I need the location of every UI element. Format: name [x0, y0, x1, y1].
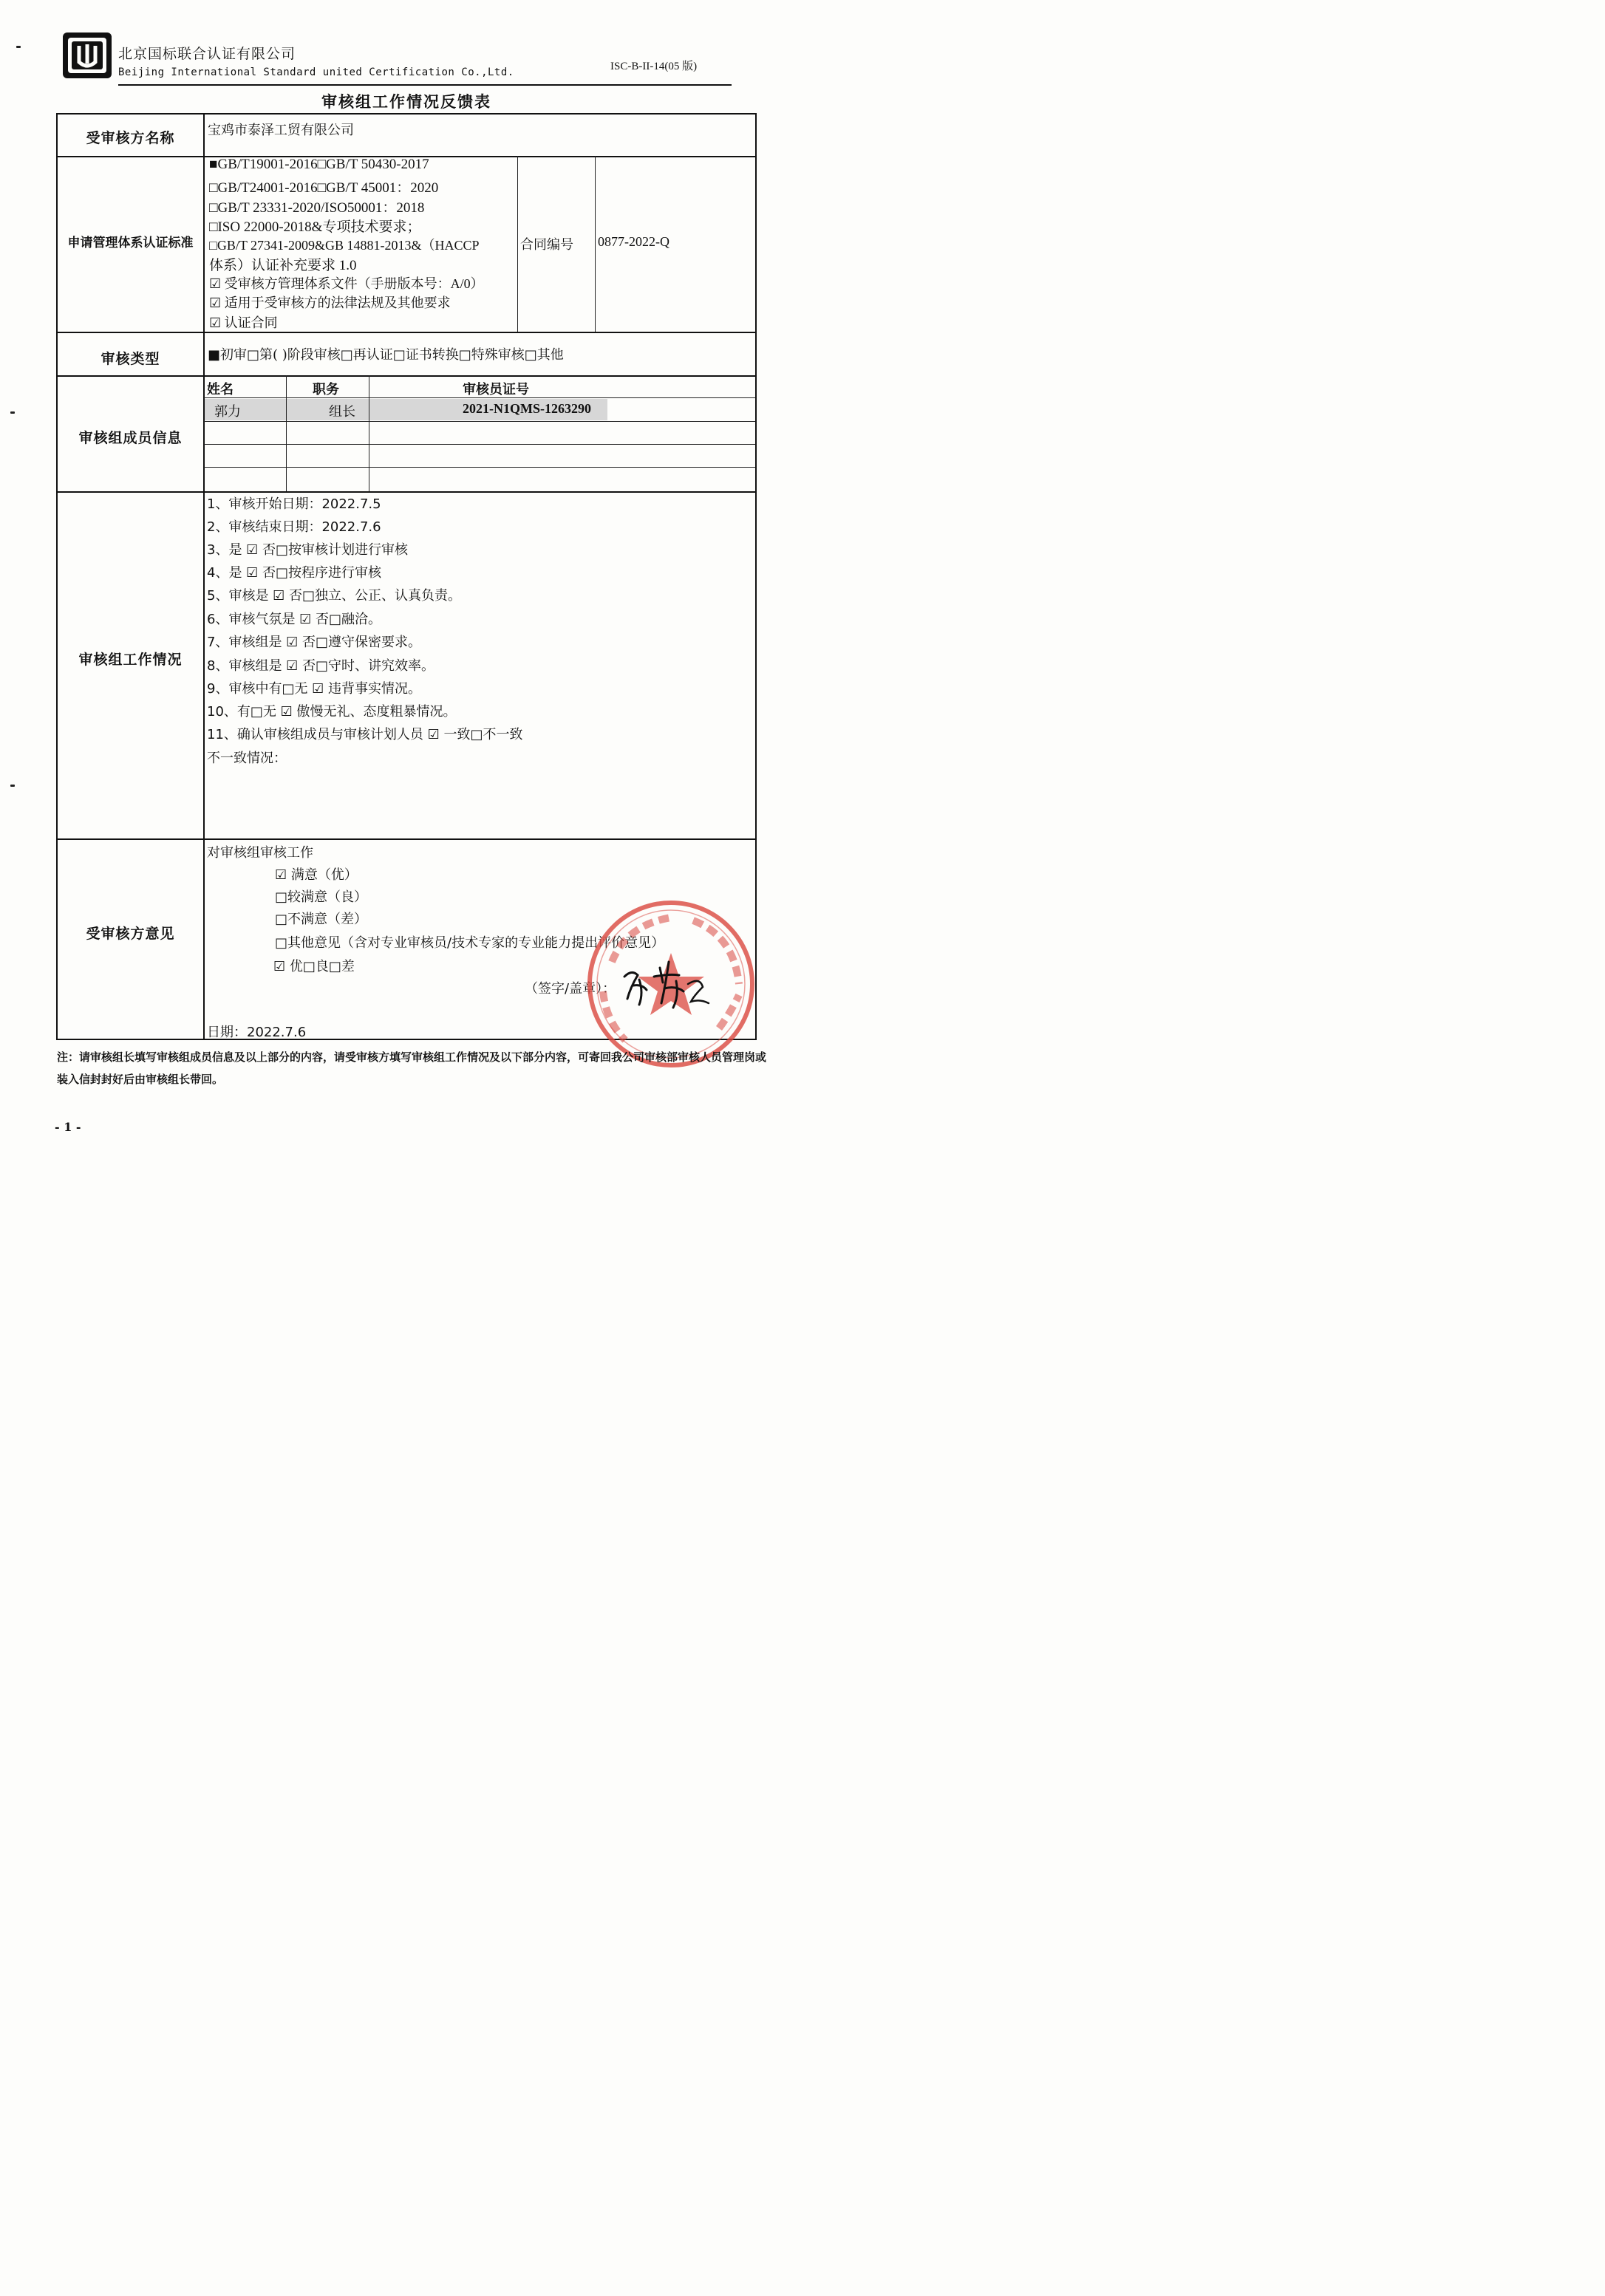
work-situation-label: 审核组工作情况 [78, 652, 183, 668]
standard-line: □GB/T24001-2016□GB/T 45001：2020 [209, 180, 439, 196]
work-item: 8、审核组是 ☑ 否□守时、讲究效率。 [207, 658, 435, 674]
contract-number-value: 0877-2022-Q [598, 234, 669, 249]
row-divider [56, 838, 757, 840]
work-item: 10、有□无 ☑ 傲慢无礼、态度粗暴情况。 [207, 704, 457, 720]
opinion-intro: 对审核组审核工作 [207, 845, 313, 861]
standard-line: ☑ 适用于受审核方的法律法规及其他要求 [209, 295, 451, 310]
cell-highlight [287, 399, 369, 420]
col-header-name: 姓名 [207, 382, 234, 397]
work-item: 11、确认审核组成员与审核计划人员 ☑ 一致□不一致 [207, 727, 523, 742]
work-item: 7、审核组是 ☑ 否□遵守保密要求。 [207, 635, 422, 650]
col-header-role: 职务 [313, 382, 339, 397]
margin-mark [10, 785, 15, 787]
footnote: 注：请审核组长填写审核组成员信息及以上部分的内容，请受审核方填写审核组工作情况及以下部分内容，可寄回我公司审核部审核人员管理岗或装入信封封好后由审核组长带回。 [57, 1050, 767, 1086]
audit-type-label: 审核类型 [100, 351, 160, 367]
company-logo-icon [61, 31, 113, 80]
work-item: 5、审核是 ☑ 否□独立、公正、认真负责。 [207, 588, 462, 604]
row-divider [56, 332, 757, 333]
client-name-label: 受审核方名称 [86, 130, 175, 146]
standard-line: ☑ 受审核方管理体系文件（手册版本号：A/0） [209, 276, 484, 291]
header-rule [118, 84, 732, 86]
label-column-divider [203, 113, 205, 1040]
contract-number-label: 合同编号 [520, 237, 573, 253]
standard-line: □ISO 22000-2018&专项技术要求； [209, 219, 421, 235]
standard-line: ■GB/T19001-2016□GB/T 50430-2017 [209, 157, 429, 172]
team-col-divider [286, 375, 287, 491]
work-item: 6、审核气氛是 ☑ 否□融洽。 [207, 612, 382, 627]
opinion-date: 日期：2022.7.6 [207, 1025, 307, 1040]
handwritten-signature-icon [617, 954, 713, 1014]
company-name-cn: 北京国标联合认证有限公司 [118, 46, 296, 62]
team-row-divider [204, 421, 755, 422]
row-divider [56, 375, 757, 377]
client-name-value: 宝鸡市泰泽工贸有限公司 [208, 123, 354, 138]
team-row-divider [204, 444, 755, 445]
team-row-divider [204, 467, 755, 468]
member-cert-number: 2021-N1QMS-1263290 [463, 401, 591, 416]
audit-type-value: ■初审□第( )阶段审核□再认证□证书转换□特殊审核□其他 [208, 347, 564, 363]
table-border-top [56, 113, 757, 115]
work-item: 1、审核开始日期：2022.7.5 [207, 496, 381, 512]
document-title: 审核组工作情况反馈表 [321, 93, 491, 111]
col-header-cert: 审核员证号 [463, 382, 529, 397]
work-item: 4、是 ☑ 否□按程序进行审核 [207, 565, 382, 581]
opinion-option: ☑ 满意（优） [275, 867, 358, 883]
opinion-option: □不满意（差） [275, 912, 368, 927]
margin-mark [10, 411, 15, 414]
member-name: 郭力 [214, 404, 241, 420]
contract-divider [595, 156, 596, 332]
form-code: ISC-B-II-14(05 版) [610, 61, 698, 72]
opinion-option: □较满意（良） [275, 889, 368, 905]
work-item: 不一致情况： [207, 751, 287, 766]
team-info-label: 审核组成员信息 [78, 430, 183, 446]
standard-line: 体系）认证补充要求 1.0 [209, 258, 357, 273]
work-item: 3、是 ☑ 否□按审核计划进行审核 [207, 542, 409, 558]
member-role: 组长 [329, 404, 355, 420]
company-name-en: Beijing International Standard united Certification Co.,Ltd. [118, 66, 514, 78]
work-item: 9、审核中有□无 ☑ 违背事实情况。 [207, 681, 422, 697]
standard-line: ☑ 认证合同 [209, 315, 278, 330]
signature-label: （签字/盖章）： [525, 981, 616, 997]
opinion-option: ☑ 优□良□差 [273, 959, 355, 974]
standard-line: □GB/T 23331-2020/ISO50001：2018 [209, 200, 425, 216]
standards-label: 申请管理体系认证标准 [67, 236, 194, 250]
work-item: 2、审核结束日期：2022.7.6 [207, 519, 381, 535]
margin-mark [16, 46, 21, 48]
row-divider [56, 491, 757, 493]
opinion-option: □其他意见（含对专业审核员/技术专家的专业能力提出评价意见） [275, 935, 665, 951]
standard-line: □GB/T 27341-2009&GB 14881-2013&（HACCP [209, 238, 480, 253]
table-border-left [56, 113, 58, 1040]
page-number: - 1 - [55, 1120, 81, 1134]
contract-divider [517, 156, 518, 332]
client-opinion-label: 受审核方意见 [86, 926, 175, 942]
